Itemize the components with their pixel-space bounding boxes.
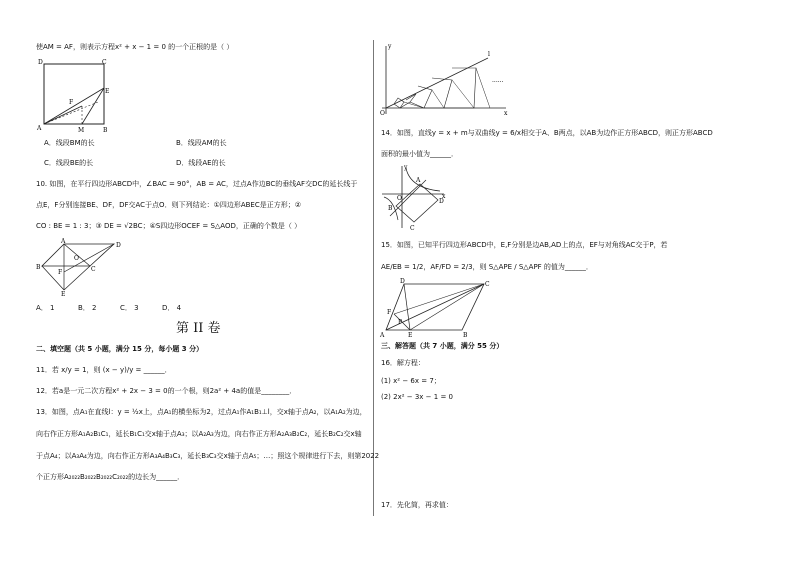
q9-label-D: D — [38, 59, 43, 66]
q15-figure — [380, 278, 492, 338]
q15-label-P: P — [398, 319, 403, 326]
q13-label-x: x — [504, 110, 508, 117]
q10-line2: 点E，F分别连接BE、DF，DF交AC于点O．则下列结论：①四边形ABEC是正方形；② — [36, 201, 302, 209]
q15-label-F: F — [387, 309, 392, 316]
q13-label-l: l — [488, 51, 490, 58]
q9-option-d: D．线段AE的长 — [176, 159, 226, 167]
q13-line1: 13．如图，点A₁在直线l：y = ½x上，点A₁的横坐标为2，过点A₁作A₁B₁⊥l，交x轴于点A₂，以A₁A₂为边， — [36, 408, 367, 416]
q15-label-B: B — [463, 332, 468, 339]
q17: 17．先化简，再求值： — [381, 501, 453, 509]
q9-label-M: M — [78, 127, 85, 134]
q10-option-a: A． 1 — [36, 304, 55, 312]
q14-figure — [380, 164, 448, 232]
q13-label-O: O — [380, 110, 385, 117]
q9-label-B: B — [103, 127, 108, 134]
q10-label-E: E — [61, 291, 66, 298]
q13-figure — [380, 42, 510, 116]
q16: 16．解方程： — [381, 359, 425, 367]
q14-label-x: x — [442, 193, 446, 200]
column-divider — [373, 40, 374, 516]
q15-line2: AE/EB = 1/2，AF/FD = 2/3，则 S△APE / S△APF 的值为______． — [381, 263, 593, 271]
q9-label-A: A — [37, 125, 42, 132]
q10-label-O: O — [74, 255, 79, 262]
q15-label-D: D — [400, 278, 405, 285]
section-2-heading: 二、填空题（共 5 小题，满分 15 分，每小题 3 分） — [36, 345, 204, 353]
q15-line1: 15．如图，已知平行四边形ABCD中，E,F分别是边AB,AD上的点，EF与对角线AC交于P，若 — [381, 241, 668, 249]
q10-line3: CO : BE = 1 : 3；③ DE = √2BC；④S四边形OCEF = S△AOD，正确的个数是（ ） — [36, 222, 302, 230]
q13-line4: 个正方形A₂₀₂₂B₂₀₂₂B₂₀₂₂C₂₀₂₂的边长为______． — [36, 473, 185, 481]
q10-label-C: C — [91, 266, 96, 273]
q13-line2: 向右作正方形A₁A₂B₁C₁，延长B₁C₁交x轴于点A₃；以A₂A₃为边，向右作正方形A₂A₃B₂C₂，延长B₂C₂交x轴 — [36, 430, 362, 438]
q16-part1: (1) x² − 6x = 7； — [381, 377, 441, 385]
q14-label-y: y — [404, 164, 408, 171]
q10-option-b: B． 2 — [78, 304, 97, 312]
q10-label-A: A — [61, 238, 66, 245]
q15-label-C: C — [485, 281, 490, 288]
q14-label-A: A — [416, 177, 421, 184]
q16-part2: (2) 2x² − 3x − 1 = 0 — [381, 393, 453, 401]
q10-option-c: C． 3 — [120, 304, 139, 312]
q11: 11．若 x/y = 1，则 (x − y)/y = ______． — [36, 366, 172, 374]
q15-label-A: A — [380, 332, 385, 339]
q14-line1: 14．如图，直线y = x + m与双曲线y = 6/x相交于A、B两点，以AB为边作正方形ABCD，则正方形ABCD — [381, 129, 713, 137]
q13-label-y: y — [388, 43, 392, 50]
q9-option-b: B．线段AM的长 — [176, 139, 227, 147]
q9-label-C: C — [102, 59, 107, 66]
q14-label-D: D — [439, 198, 444, 205]
q14-line2: 面积的最小值为______． — [381, 150, 458, 158]
q14-label-O: O — [397, 195, 402, 202]
q9-stem: 使AM = AF，则表示方程x² + x − 1 = 0 的一个正根的是（ ） — [36, 43, 234, 51]
q15-label-E: E — [408, 332, 413, 339]
q13-label-dots: ...... — [492, 77, 504, 84]
q9-figure — [36, 56, 116, 134]
q10-label-D: D — [116, 242, 121, 249]
q10-label-B: B — [36, 264, 41, 271]
q9-option-a: A．线段BM的长 — [44, 139, 95, 147]
q10-label-F: F — [58, 269, 63, 276]
section-3-heading: 三、解答题（共 7 小题，满分 55 分） — [381, 342, 504, 350]
q10-option-d: D． 4 — [162, 304, 182, 312]
q10-line1: 10. 如图，在平行四边形ABCD中，∠BAC = 90°，AB = AC，过点A作边BC的垂线AF交DC的延长线于 — [36, 180, 358, 188]
q9-option-c: C．线段BE的长 — [44, 159, 94, 167]
q12: 12．若a是一元二次方程x² + 2x − 3 = 0的一个根，则2a² + 4a的值是________． — [36, 387, 297, 395]
q9-label-F: F — [69, 99, 74, 106]
q10-figure — [36, 238, 126, 296]
q9-label-E: E — [105, 88, 110, 95]
q14-label-C: C — [410, 225, 415, 232]
q14-label-B: B — [388, 205, 393, 212]
volume-title: 第 II 卷 — [176, 321, 221, 336]
q13-line3: 于点A₄；以A₃A₄为边，向右作正方形A₃A₄B₃C₃，延长B₃C₃交x轴于点A₅；…；照这个规律进行下去，则第2022 — [36, 452, 380, 460]
